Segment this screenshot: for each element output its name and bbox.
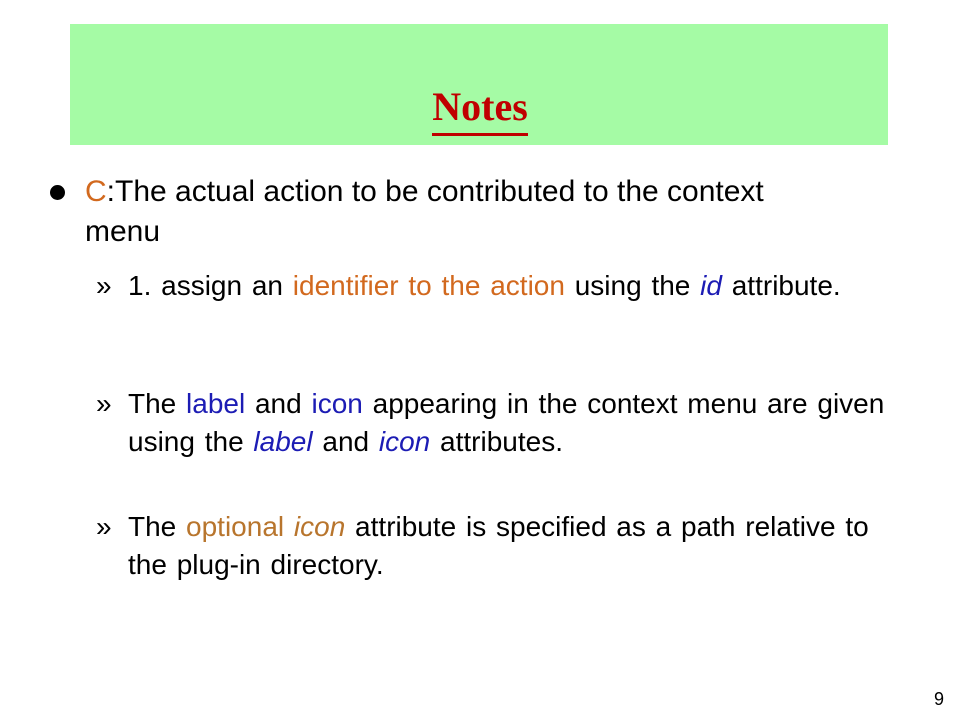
chevron-marker-icon: » bbox=[96, 270, 112, 301]
text-run bbox=[284, 511, 294, 542]
text-run: The bbox=[128, 511, 187, 542]
text-run: using the bbox=[564, 270, 701, 301]
sub-item-text bbox=[128, 385, 908, 461]
chevron-marker-icon: » bbox=[96, 388, 112, 419]
text-run: label bbox=[253, 426, 313, 457]
sub-item-label-icon bbox=[96, 385, 916, 461]
sub-item-optional-icon bbox=[96, 508, 916, 584]
text-run: 1. assign an bbox=[128, 270, 293, 301]
text-run: id bbox=[700, 270, 722, 301]
text-run: attribute. bbox=[721, 270, 841, 301]
slide-title bbox=[0, 84, 960, 129]
text-run: attributes. bbox=[430, 426, 563, 457]
text-run: label bbox=[186, 388, 246, 419]
bullet-dot-icon bbox=[50, 185, 65, 200]
sub-item-text bbox=[128, 267, 908, 305]
sub-item-text bbox=[128, 508, 908, 584]
slide-title-text: Notes bbox=[432, 84, 528, 136]
text-run: icon bbox=[311, 388, 363, 419]
bullet-rest: :The actual action to be contributed to the context menu bbox=[85, 175, 764, 248]
chevron-marker-icon: » bbox=[96, 511, 112, 542]
bullet-text bbox=[85, 172, 845, 252]
text-run: and bbox=[312, 426, 379, 457]
text-run: The bbox=[128, 388, 187, 419]
sub-item-identifier bbox=[96, 267, 916, 305]
text-run: optional bbox=[186, 511, 285, 542]
bullet-item bbox=[50, 172, 910, 252]
text-run: identifier to the action bbox=[292, 270, 565, 301]
text-run: appearing in the context menu are given using the bbox=[128, 388, 885, 457]
bullet-c-letter: C bbox=[85, 175, 107, 208]
text-run: and bbox=[245, 388, 312, 419]
text-run: icon bbox=[293, 511, 346, 542]
page-number: 9 bbox=[933, 689, 944, 709]
text-run: attribute is specified as a path relative to the plug-in directory. bbox=[128, 511, 869, 580]
text-run: icon bbox=[378, 426, 431, 457]
